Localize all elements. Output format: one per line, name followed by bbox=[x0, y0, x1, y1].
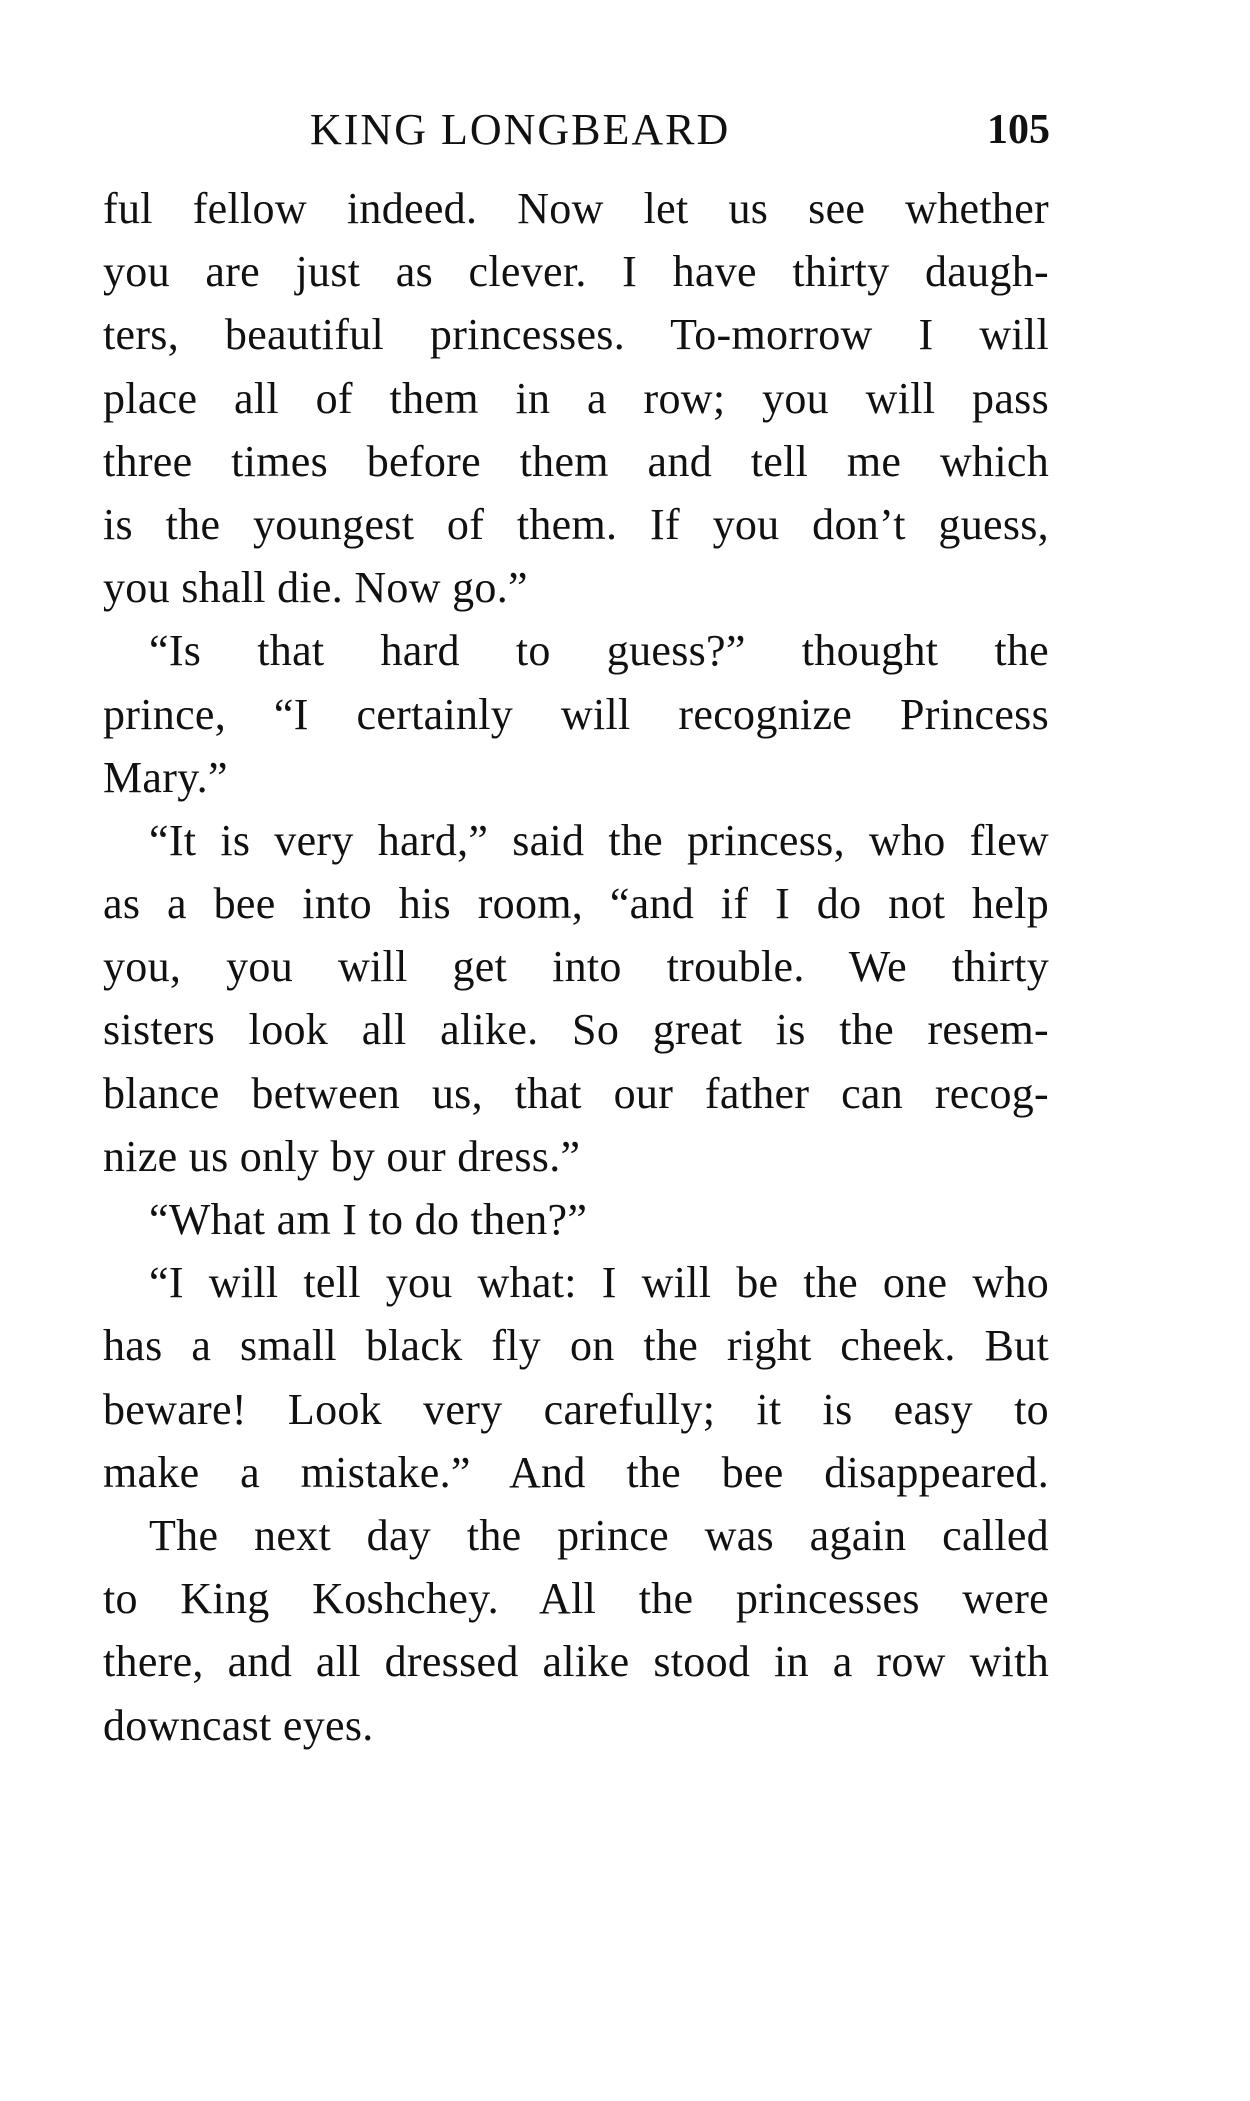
text-line: you shall die. Now go.” bbox=[103, 563, 528, 613]
text-line: to King Koshchey. All the princesses were bbox=[103, 1574, 1049, 1624]
running-head bbox=[100, 100, 1058, 160]
text-line: as a bee into his room, “and if I do not help bbox=[103, 879, 1049, 929]
text-line: sisters look all alike. So great is the resem- bbox=[103, 1005, 1049, 1055]
text-line: The next day the prince was again called bbox=[149, 1510, 1049, 1560]
text-line: nize us only by our dress.” bbox=[103, 1131, 581, 1181]
text-line: you, you will get into trouble. We thirty bbox=[103, 942, 1049, 992]
text-line: beware! Look very carefully; it is easy to bbox=[103, 1384, 1049, 1434]
text-line: blance between us, that our father can recog- bbox=[103, 1068, 1049, 1118]
text-line: make a mistake.” And the bee disappeared. bbox=[103, 1447, 1049, 1497]
text-line: there, and all dressed alike stood in a row with bbox=[103, 1637, 1049, 1687]
text-line: “I will tell you what: I will be the one who bbox=[149, 1258, 1049, 1308]
text-line: “Is that hard to guess?” thought the bbox=[149, 626, 1049, 676]
text-line: three times before them and tell me which bbox=[103, 436, 1049, 486]
text-line: ful fellow indeed. Now let us see whether bbox=[103, 184, 1049, 233]
text-line: prince, “I certainly will recognize Princess bbox=[103, 689, 1049, 739]
text-line: place all of them in a row; you will pass bbox=[103, 373, 1049, 423]
text-line: Mary.” bbox=[103, 752, 228, 802]
text-line: you are just as clever. I have thirty daugh- bbox=[103, 247, 1049, 297]
body-text bbox=[103, 177, 1049, 1757]
text-line: “What am I to do then?” bbox=[149, 1195, 588, 1244]
text-line: ters, beautiful princesses. To-morrow I will bbox=[103, 310, 1049, 360]
text-line: downcast eyes. bbox=[103, 1700, 374, 1750]
running-title: KING LONGBEARD bbox=[310, 105, 731, 154]
text-line: has a small black fly on the right cheek. But bbox=[103, 1321, 1049, 1371]
page-number: 105 bbox=[987, 107, 1050, 153]
text-line: “It is very hard,” said the princess, who flew bbox=[149, 815, 1049, 865]
text-line: is the youngest of them. If you don’t guess, bbox=[103, 499, 1049, 549]
